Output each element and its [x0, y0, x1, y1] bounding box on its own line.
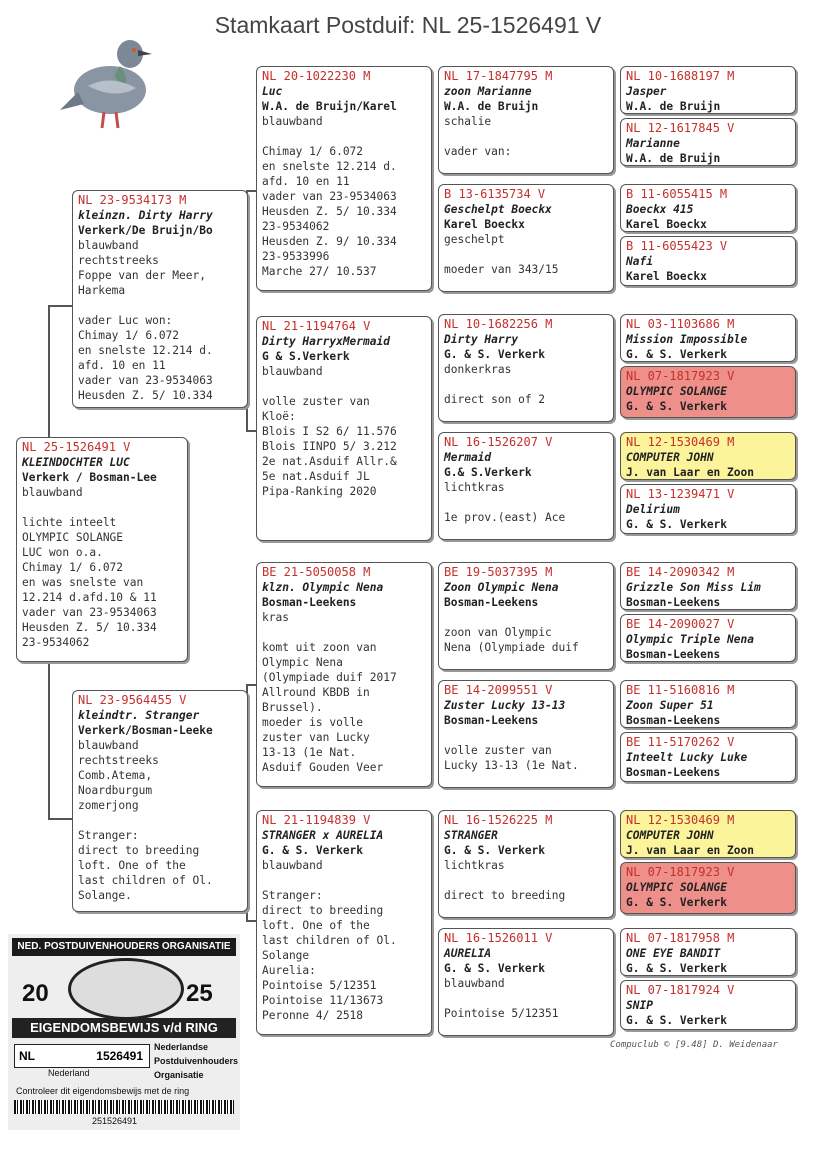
connector: [48, 305, 72, 307]
ring-number: NL 07-1817924 V: [626, 983, 735, 997]
pedigree-card-mm: [256, 810, 432, 1035]
ring-number: NL 07-1817923 V: [626, 865, 735, 879]
ring-number: NL 20-1022230 M: [262, 69, 371, 83]
card-line: zoon van Olympic: [444, 626, 552, 639]
card-line: moeder van 343/15: [444, 263, 559, 276]
card-line: volle zuster van: [262, 395, 370, 408]
connector: [614, 590, 616, 644]
certificate-ring-box: [14, 1044, 150, 1068]
ring-number: BE 14-2099551 V: [444, 683, 553, 697]
owner-name: Bosman-Leekens: [626, 766, 721, 779]
ring-number: NL 21-1194839 V: [262, 813, 371, 827]
pedigree-card-fmf: [438, 314, 614, 422]
pedigree-card-g3: [620, 184, 796, 232]
owner-name: W.A. de Bruijn: [626, 100, 721, 113]
owner-name: Bosman-Leekens: [444, 596, 539, 609]
owner-name: Karel Boeckx: [626, 270, 707, 283]
owner-name: Verkerk/Bosman-Leeke: [78, 724, 213, 737]
connector: [614, 708, 616, 762]
pigeon-name: Mermaid: [444, 451, 492, 464]
owner-name: Verkerk / Bosman-Lee: [22, 471, 157, 484]
card-line: Comb.Atema,: [78, 769, 153, 782]
card-line: 1e prov.(east) Ace: [444, 511, 566, 524]
pigeon-name: Dirty HarryxMermaid: [262, 335, 390, 348]
card-line: [78, 298, 242, 313]
pedigree-card-g2: [620, 118, 796, 166]
connector: [246, 190, 256, 192]
card-line: 23-9534062: [262, 220, 330, 233]
ring-number: BE 11-5170262 V: [626, 735, 735, 749]
pigeon-name: STRANGER x AURELIA: [262, 829, 384, 842]
connector: [432, 370, 434, 488]
pigeon-name: zoon Marianne: [444, 85, 532, 98]
card-line: 23-9534062: [22, 636, 90, 649]
barcode-text: 251526491: [92, 1116, 138, 1126]
ring-number: B 11-6055423 V: [626, 239, 728, 253]
card-line: rechtstreeks: [78, 754, 159, 767]
ring-number: B 13-6135734 V: [444, 187, 546, 201]
pedigree-card-mmm: [438, 928, 614, 1036]
card-line: Heusden Z. 5/ 10.334: [78, 389, 213, 402]
card-line: vader Luc won:: [78, 314, 173, 327]
card-line: Chimay 1/ 6.072: [22, 561, 124, 574]
card-line: Pipa-Ranking 2020: [262, 485, 377, 498]
connector: [246, 430, 256, 432]
card-line: Heusden Z. 5/ 10.334: [22, 621, 157, 634]
card-line: Nena (Olympiade duif: [444, 641, 579, 654]
owner-name: G. & S. Verkerk: [626, 896, 728, 909]
card-line: Aurelia:: [262, 964, 316, 977]
card-line: Stranger:: [78, 829, 139, 842]
certificate-year-right: 25: [186, 980, 213, 1007]
pedigree-card-g9: [620, 562, 796, 610]
card-line: loft. One of the: [262, 919, 370, 932]
pedigree-card-g13: [620, 810, 796, 858]
connector: [246, 920, 256, 922]
card-line: zomerjong: [78, 799, 139, 812]
card-line: [444, 728, 608, 743]
ring-number: NL 23-9564455 V: [78, 693, 187, 707]
card-line: direct to breeding: [78, 844, 200, 857]
pigeon-name: Marianne: [626, 137, 680, 150]
ring-number: BE 11-5160816 M: [626, 683, 735, 697]
pigeon-name: Inteelt Lucky Luke: [626, 751, 748, 764]
card-line: last children of Ol.: [78, 874, 213, 887]
certificate-ring-number: 1526491: [96, 1049, 143, 1063]
card-line: afd. 10 en 11: [78, 359, 166, 372]
card-line: Blois I S2 6/ 11.576: [262, 425, 397, 438]
certificate-country: NL: [19, 1049, 35, 1063]
ring-number: NL 16-1526011 V: [444, 931, 553, 945]
card-line: Solange.: [78, 889, 132, 902]
certificate-note: Controleer dit eigendomsbewijs met de ring: [16, 1086, 190, 1096]
card-line: [444, 495, 608, 510]
card-line: Heusden Z. 9/ 10.334: [262, 235, 397, 248]
pedigree-card-fmm: [438, 432, 614, 540]
card-line: donkerkras: [444, 363, 512, 376]
card-line: Solange: [262, 949, 310, 962]
pedigree-card-g11: [620, 680, 796, 728]
card-line: LUC won o.a.: [22, 546, 103, 559]
pedigree-card-ff: [256, 66, 432, 291]
pedigree-card-fff: [438, 66, 614, 174]
card-line: lichtkras: [444, 481, 505, 494]
card-line: moeder is volle: [262, 716, 364, 729]
pedigree-card-mmf: [438, 810, 614, 918]
ring-number: NL 23-9534173 M: [78, 193, 187, 207]
pedigree-card-subject: [16, 437, 188, 662]
pigeon-name: Zoon Super 51: [626, 699, 714, 712]
pigeon-name: Mission Impossible: [626, 333, 748, 346]
card-line: direct to breeding: [262, 904, 384, 917]
certificate-year-left: 20: [22, 980, 49, 1007]
ring-number: NL 21-1194764 V: [262, 319, 371, 333]
pigeon-icon: [58, 26, 158, 138]
pedigree-card-mf: [256, 562, 432, 787]
organisation-logo: [68, 958, 184, 1020]
ring-number: NL 12-1530469 M: [626, 435, 735, 449]
pigeon-name: KLEINDOCHTER LUC: [22, 456, 130, 469]
certificate-header: NED. POSTDUIVENHOUDERS ORGANISATIE: [12, 938, 236, 956]
connector: [432, 614, 434, 732]
owner-name: G. & S. Verkerk: [626, 400, 728, 413]
page-title: Stamkaart Postduif: NL 25-1526491 V: [214, 12, 602, 38]
ring-number: BE 14-2090027 V: [626, 617, 735, 631]
connector: [614, 956, 616, 1010]
card-line: kras: [262, 611, 289, 624]
owner-name: Bosman-Leekens: [444, 714, 539, 727]
card-line: direct to breeding: [444, 889, 566, 902]
pigeon-name: Delirium: [626, 503, 680, 516]
pigeon-name: OLYMPIC SOLANGE: [626, 385, 728, 398]
connector: [614, 92, 616, 146]
pedigree-card-g14: [620, 862, 796, 914]
owner-name: J. van Laar en Zoon: [626, 844, 754, 857]
pedigree-card-g8: [620, 484, 796, 534]
card-line: blauwband: [444, 977, 505, 990]
pedigree-card-ffm: [438, 184, 614, 292]
pedigree-card-g7: [620, 432, 796, 480]
card-line: zuster van Lucky: [262, 731, 370, 744]
owner-name: G. & S. Verkerk: [626, 348, 728, 361]
connector: [614, 342, 616, 396]
certificate-side-3: Organisatie: [154, 1070, 204, 1080]
connector: [614, 460, 616, 514]
owner-name: G. & S. Verkerk: [626, 1014, 728, 1027]
card-line: Allround KBDB in: [262, 686, 370, 699]
pedigree-card-g12: [620, 732, 796, 782]
card-line: blauwband: [262, 365, 323, 378]
certificate-side-2: Postduivenhouders: [154, 1056, 239, 1066]
ring-number: BE 19-5037395 M: [444, 565, 553, 579]
footer-credit: Compuclub © [9.48] D. Weidenaar: [610, 1040, 778, 1050]
owner-name: G. & S. Verkerk: [444, 962, 546, 975]
card-line: blauwband: [78, 739, 139, 752]
card-line: Pointoise 5/12351: [444, 1007, 559, 1020]
card-line: Foppe van der Meer,: [78, 269, 206, 282]
card-line: en snelste 12.214 d.: [262, 160, 397, 173]
connector: [48, 818, 72, 820]
pedigree-card-g10: [620, 614, 796, 662]
owner-name: W.A. de Bruijn: [626, 152, 721, 165]
card-line: [444, 991, 608, 1006]
ring-number: NL 13-1239471 V: [626, 487, 735, 501]
card-line: Harkema: [78, 284, 126, 297]
pigeon-name: Geschelpt Boeckx: [444, 203, 552, 216]
pigeon-name: Nafi: [626, 255, 653, 268]
card-line: Heusden Z. 5/ 10.334: [262, 205, 397, 218]
ring-number: NL 07-1817958 M: [626, 931, 735, 945]
pigeon-name: STRANGER: [444, 829, 498, 842]
ring-number: NL 16-1526225 M: [444, 813, 553, 827]
card-line: direct son of 2: [444, 393, 546, 406]
pigeon-name: klzn. Olympic Nena: [262, 581, 384, 594]
owner-name: G. & S. Verkerk: [262, 844, 364, 857]
card-line: [22, 500, 182, 515]
card-line: last children of Ol.: [262, 934, 397, 947]
pedigree-card-mff: [438, 562, 614, 670]
card-line: volle zuster van: [444, 744, 552, 757]
card-line: vader van 23-9534063: [262, 190, 397, 203]
card-line: [78, 813, 242, 828]
card-line: blauwband: [262, 859, 323, 872]
ring-number: NL 25-1526491 V: [22, 440, 131, 454]
card-line: [262, 129, 426, 144]
card-line: Kloë:: [262, 410, 296, 423]
owner-name: W.A. de Bruijn: [444, 100, 539, 113]
card-line: loft. One of the: [78, 859, 186, 872]
pedigree-card-g1: [620, 66, 796, 114]
card-line: Asduif Gouden Veer: [262, 761, 384, 774]
ring-number: NL 03-1103686 M: [626, 317, 735, 331]
owner-name: Bosman-Leekens: [626, 714, 721, 727]
pedigree-card-father: [72, 190, 248, 408]
card-line: Noardburgum: [78, 784, 153, 797]
connector: [246, 684, 256, 686]
pigeon-name: SNIP: [626, 999, 653, 1012]
owner-name: Bosman-Leekens: [626, 596, 721, 609]
owner-name: Verkerk/De Bruijn/Bo: [78, 224, 213, 237]
connector: [432, 862, 434, 980]
pedigree-card-fm: [256, 316, 432, 541]
card-line: [262, 379, 426, 394]
card-line: [444, 129, 608, 144]
ring-number: B 11-6055415 M: [626, 187, 728, 201]
pedigree-card-g16: [620, 980, 796, 1030]
card-line: vader van:: [444, 145, 512, 158]
card-line: geschelpt: [444, 233, 505, 246]
ring-number: NL 12-1617845 V: [626, 121, 735, 135]
card-line: [444, 610, 608, 625]
card-line: blauwband: [78, 239, 139, 252]
card-line: lichte inteelt: [22, 516, 117, 529]
card-line: Marche 27/ 10.537: [262, 265, 377, 278]
card-line: [444, 247, 608, 262]
pigeon-name: Olympic Triple Nena: [626, 633, 754, 646]
card-line: 5e nat.Asduif JL: [262, 470, 370, 483]
pigeon-name: Boeckx 415: [626, 203, 694, 216]
ring-number: NL 07-1817923 V: [626, 369, 735, 383]
ring-number: NL 10-1682256 M: [444, 317, 553, 331]
pigeon-name: Zoon Olympic Nena: [444, 581, 559, 594]
card-line: lichtkras: [444, 859, 505, 872]
card-line: Olympic Nena: [262, 656, 343, 669]
connector: [614, 838, 616, 892]
pigeon-name: OLYMPIC SOLANGE: [626, 881, 728, 894]
pigeon-name: COMPUTER JOHN: [626, 829, 714, 842]
card-line: Chimay 1/ 6.072: [262, 145, 364, 158]
pedigree-card-mfm: [438, 680, 614, 788]
pigeon-name: Grizzle Son Miss Lim: [626, 581, 761, 594]
owner-name: Karel Boeckx: [444, 218, 525, 231]
pigeon-name: Jasper: [626, 85, 667, 98]
ring-number: NL 10-1688197 M: [626, 69, 735, 83]
card-line: [262, 873, 426, 888]
owner-name: G & S.Verkerk: [262, 350, 350, 363]
card-line: Stranger:: [262, 889, 323, 902]
owner-name: G.& S.Verkerk: [444, 466, 532, 479]
pedigree-card-g6: [620, 366, 796, 418]
card-line: Pointoise 11/13673: [262, 994, 384, 1007]
owner-name: Bosman-Leekens: [262, 596, 357, 609]
card-line: (Olympiade duif 2017: [262, 671, 397, 684]
owner-name: G. & S. Verkerk: [444, 844, 546, 857]
pigeon-name: kleindtr. Stranger: [78, 709, 200, 722]
connector: [614, 212, 616, 266]
certificate-nederland: Nederland: [48, 1068, 90, 1078]
pedigree-card-g4: [620, 236, 796, 286]
card-line: Lucky 13-13 (1e Nat.: [444, 759, 579, 772]
card-line: [444, 873, 608, 888]
owner-name: Karel Boeckx: [626, 218, 707, 231]
card-line: 2e nat.Asduif Allr.&: [262, 455, 397, 468]
connector: [48, 305, 50, 438]
pigeon-name: Luc: [262, 85, 283, 98]
ring-number: BE 14-2090342 M: [626, 565, 735, 579]
pigeon-name: AURELIA: [444, 947, 492, 960]
card-line: Chimay 1/ 6.072: [78, 329, 180, 342]
card-line: Brussel).: [262, 701, 323, 714]
owner-name: Bosman-Leekens: [626, 648, 721, 661]
owner-name: G. & S. Verkerk: [626, 518, 728, 531]
card-line: afd. 10 en 11: [262, 175, 350, 188]
card-line: schalie: [444, 115, 492, 128]
pedigree-card-g15: [620, 928, 796, 976]
card-line: Peronne 4/ 2518: [262, 1009, 364, 1022]
certificate-banner: EIGENDOMSBEWIJS v/d RING: [12, 1018, 236, 1038]
card-line: Pointoise 5/12351: [262, 979, 377, 992]
owner-name: J. van Laar en Zoon: [626, 466, 754, 479]
pigeon-name: Zuster Lucky 13-13: [444, 699, 566, 712]
ring-certificate: [8, 934, 240, 1130]
card-line: vader van 23-9534063: [22, 606, 157, 619]
pedigree-card-mother: [72, 690, 248, 912]
card-line: rechtstreeks: [78, 254, 159, 267]
ring-number: NL 17-1847795 M: [444, 69, 553, 83]
card-line: 23-9533996: [262, 250, 330, 263]
card-line: [262, 625, 426, 640]
card-line: 12.214 d.afd.10 & 11: [22, 591, 157, 604]
owner-name: G. & S. Verkerk: [444, 348, 546, 361]
owner-name: G. & S. Verkerk: [626, 962, 728, 975]
card-line: Blois IINPO 5/ 3.212: [262, 440, 397, 453]
card-line: 13-13 (1e Nat.: [262, 746, 357, 759]
ring-number: NL 16-1526207 V: [444, 435, 553, 449]
barcode: [14, 1100, 234, 1114]
card-line: blauwband: [262, 115, 323, 128]
card-line: en snelste 12.214 d.: [78, 344, 213, 357]
pigeon-name: Dirty Harry: [444, 333, 519, 346]
card-line: vader van 23-9534063: [78, 374, 213, 387]
card-line: blauwband: [22, 486, 83, 499]
card-line: [444, 377, 608, 392]
connector: [48, 658, 50, 818]
pigeon-name: kleinzn. Dirty Harry: [78, 209, 213, 222]
connector: [432, 120, 434, 240]
card-line: OLYMPIC SOLANGE: [22, 531, 124, 544]
card-line: en was snelste van: [22, 576, 144, 589]
card-line: komt uit zoon van: [262, 641, 377, 654]
ring-number: NL 12-1530469 M: [626, 813, 735, 827]
ring-number: BE 21-5050058 M: [262, 565, 371, 579]
pigeon-name: COMPUTER JOHN: [626, 451, 714, 464]
owner-name: W.A. de Bruijn/Karel: [262, 100, 397, 113]
pedigree-card-g5: [620, 314, 796, 362]
certificate-side-1: Nederlandse: [154, 1042, 209, 1052]
pigeon-name: ONE EYE BANDIT: [626, 947, 721, 960]
